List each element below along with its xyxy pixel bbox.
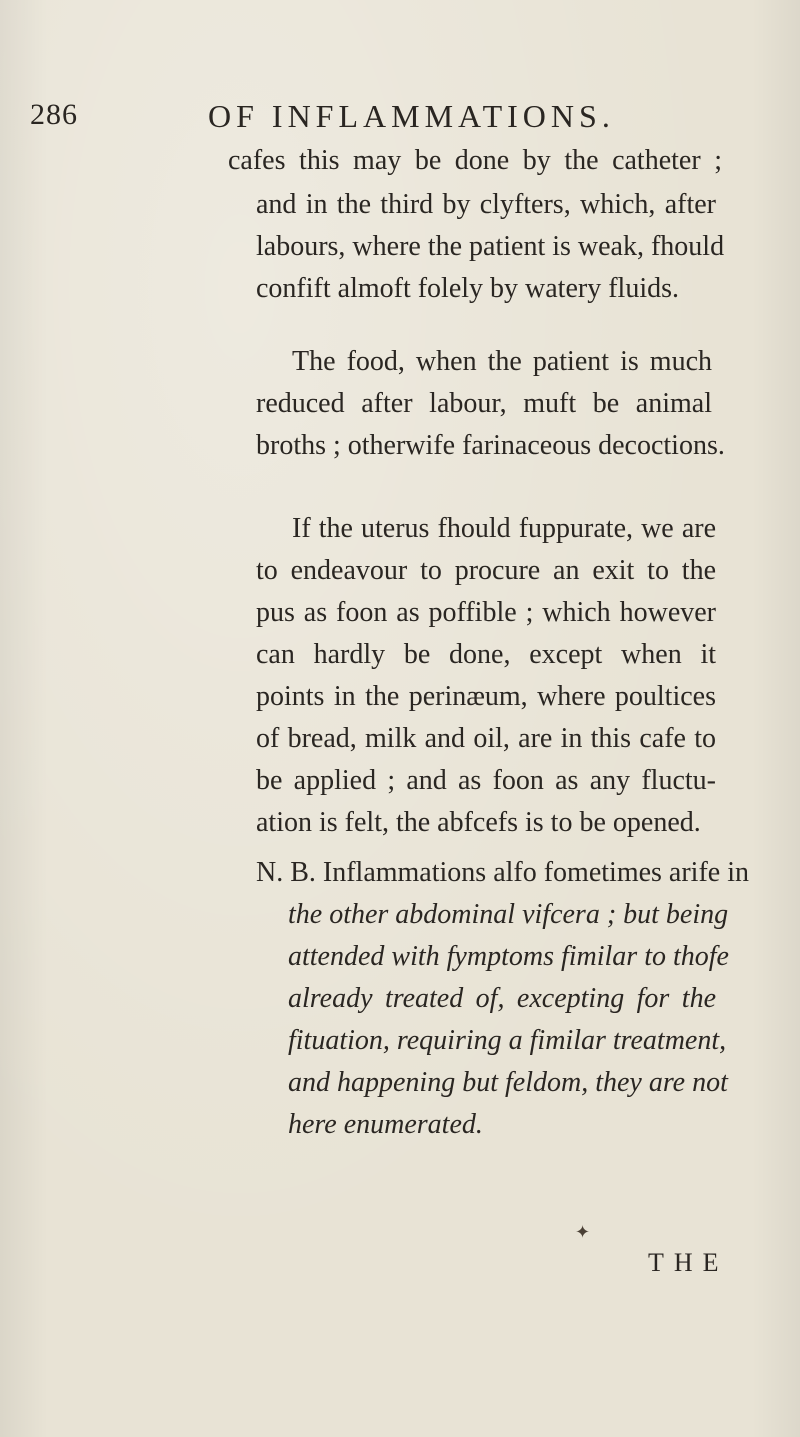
text-line: broths ; otherwife farinaceous decoctions. <box>256 430 725 461</box>
text-line <box>256 894 729 936</box>
text-line: confift almoft folely by watery fluids. <box>256 273 679 304</box>
text-line-content: and happening but feldom, they are not <box>288 1067 728 1098</box>
page-number: 286 <box>30 98 78 131</box>
text-line: and in the third by clyfters, which, after <box>256 189 716 220</box>
text-line-content: attended with fymptoms fimilar to thofe <box>288 941 729 972</box>
nota-bene-paragraph <box>256 852 749 1146</box>
text-line: be applied ; and as foon as any fluctu- <box>256 765 716 796</box>
text-line-content: N. B. Inflammations alfo fometimes arife in <box>256 857 749 888</box>
text-line: to endeavour to procure an exit to the <box>256 555 716 586</box>
text-line <box>256 852 749 894</box>
text-line-content: the other abdominal vifcera ; but being <box>288 899 729 930</box>
text-line <box>256 1062 728 1104</box>
paragraph-1-continued <box>256 184 725 310</box>
text-line <box>256 978 716 1020</box>
text-line: ation is felt, the abfcefs is to be opened. <box>256 807 701 838</box>
text-line-content: If the uterus fhould fuppurate, we are <box>292 513 716 544</box>
text-line: of bread, milk and oil, are in this cafe to <box>256 723 716 754</box>
paragraph-1 <box>228 140 722 182</box>
text-line: cafes this may be done by the catheter ; <box>228 145 722 176</box>
paragraph-2 <box>256 341 725 467</box>
text-line-content: already treated of, excepting for the <box>288 983 716 1014</box>
text-line-content: here enumerated. <box>288 1109 483 1140</box>
paragraph-3 <box>256 508 716 844</box>
catchword: THE <box>648 1248 729 1277</box>
text-line: pus as foon as poffible ; which however <box>256 597 716 628</box>
running-head: OF INFLAMMATIONS. <box>208 98 615 134</box>
text-line: reduced after labour, muft be animal <box>256 388 712 419</box>
text-line <box>256 936 729 978</box>
text-line <box>256 508 716 550</box>
text-line-content: fituation, requiring a fimilar treatment, <box>288 1025 727 1056</box>
text-line <box>256 1020 727 1062</box>
text-line <box>256 1104 716 1146</box>
text-line: labours, where the patient is weak, fhould <box>256 231 725 262</box>
text-line-content: The food, when the patient is much <box>292 346 712 377</box>
ink-speck-icon: ✦ <box>575 1222 591 1243</box>
text-line: points in the perinæum, where poultices <box>256 681 716 712</box>
text-line: can hardly be done, except when it <box>256 639 716 670</box>
text-line <box>256 341 712 383</box>
